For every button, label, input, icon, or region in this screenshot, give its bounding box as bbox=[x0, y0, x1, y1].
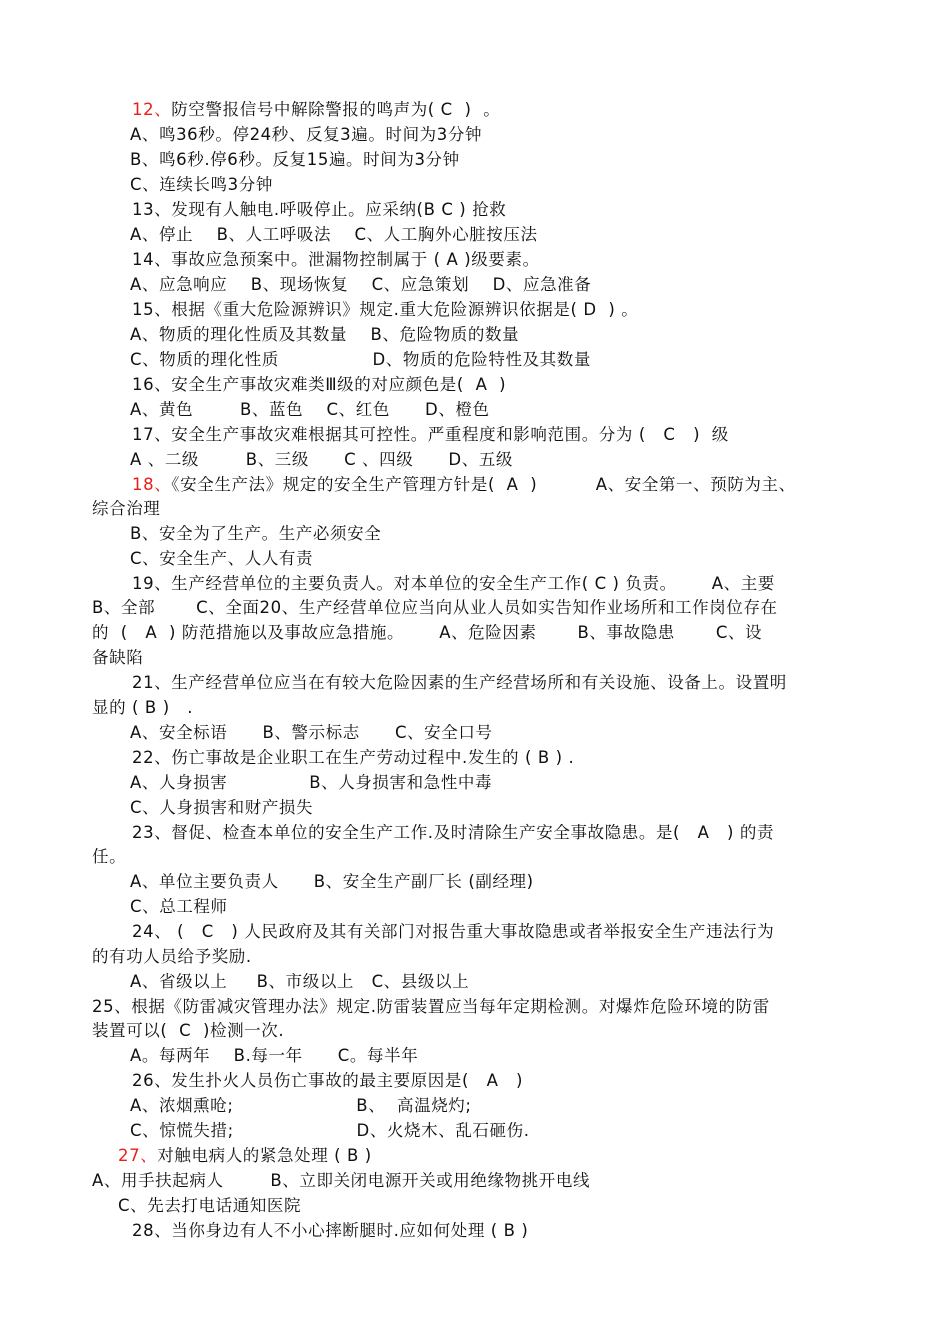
text-line bbox=[0, 845, 950, 869]
line-text: 17、安全生产事故灾难根据其可控性。严重程度和影响范围。分为 ( C ) 级 bbox=[132, 425, 729, 444]
text-line bbox=[0, 173, 950, 197]
line-text: A、安全标语 B、警示标志 C、安全口号 bbox=[130, 723, 493, 742]
line-text: 备缺陷 bbox=[92, 648, 144, 667]
line-text: 13、发现有人触电.呼吸停止。应采纳(B C ) 抢救 bbox=[132, 200, 507, 219]
text-line bbox=[0, 596, 950, 620]
text-line bbox=[0, 123, 950, 147]
line-text: C、惊慌失措; D、火烧木、乱石砸伤. bbox=[130, 1121, 530, 1140]
line-text: 任。 bbox=[92, 847, 127, 866]
text-line bbox=[0, 148, 950, 172]
text-line bbox=[0, 423, 950, 447]
text-line bbox=[0, 248, 950, 272]
text-line bbox=[0, 1144, 950, 1168]
text-line bbox=[0, 1094, 950, 1118]
line-text: A、物质的理化性质及其数量 B、危险物质的数量 bbox=[130, 325, 520, 344]
text-line bbox=[0, 1219, 950, 1243]
line-text: 对触电病人的紧急处理 ( B ) bbox=[157, 1146, 372, 1165]
text-line bbox=[0, 646, 950, 670]
text-line bbox=[0, 547, 950, 571]
text-line bbox=[0, 473, 950, 497]
text-line bbox=[0, 746, 950, 770]
text-line bbox=[0, 796, 950, 820]
text-line bbox=[0, 198, 950, 222]
line-text: A、人身损害 B、人身损害和急性中毒 bbox=[130, 773, 493, 792]
line-text: 《安全生产法》规定的安全生产管理方针是( A ) A、安全第一、预防为主、 bbox=[171, 475, 796, 494]
text-line bbox=[0, 273, 950, 297]
line-text: C、物质的理化性质 D、物质的危险特性及其数量 bbox=[130, 350, 591, 369]
question-number: 18、 bbox=[132, 475, 172, 494]
line-text: 26、发生扑火人员伤亡事故的最主要原因是( A ) bbox=[132, 1071, 524, 1090]
line-text: B、全部 C、全面20、生产经营单位应当向从业人员如实告知作业场所和工作岗位存在 bbox=[92, 598, 778, 617]
line-text: A、用手扶起病人 B、立即关闭电源开关或用绝缘物挑开电线 bbox=[92, 1171, 591, 1190]
line-text: 28、当你身边有人不小心摔断腿时.应如何处理 ( B ) bbox=[132, 1221, 529, 1240]
line-text: 21、生产经营单位应当在有较大危险因素的生产经营场所和有关设施、设备上。设置明 bbox=[132, 673, 787, 692]
line-text: 防空警报信号中解除警报的鸣声为( C ) 。 bbox=[171, 100, 501, 119]
text-line bbox=[0, 223, 950, 247]
text-line bbox=[0, 696, 950, 720]
line-text: 的 ( A ) 防范措施以及事故应急措施。 A、危险因素 B、事故隐患 C、设 bbox=[92, 623, 763, 642]
line-text: C、连续长鸣3分钟 bbox=[130, 175, 273, 194]
text-line bbox=[0, 1069, 950, 1093]
line-text: 25、根据《防雷减灾管理办法》规定.防雷装置应当每年定期检测。对爆炸危险环境的防雷 bbox=[92, 997, 770, 1016]
line-text: A 、二级 B、三级 C 、四级 D、五级 bbox=[130, 450, 514, 469]
line-text: A、黄色 B、蓝色 C、红色 D、橙色 bbox=[130, 400, 490, 419]
text-line bbox=[0, 298, 950, 322]
text-line bbox=[0, 448, 950, 472]
line-text: 装置可以( C )检测一次. bbox=[92, 1021, 285, 1040]
line-text: 的有功人员给予奖励. bbox=[92, 947, 252, 966]
line-text: A、单位主要负责人 B、安全生产副厂长 (副经理) bbox=[130, 872, 534, 891]
text-line bbox=[0, 398, 950, 422]
text-line bbox=[0, 1169, 950, 1193]
line-text: 16、安全生产事故灾难类Ⅲ级的对应颜色是( A ) bbox=[132, 375, 507, 394]
line-text: 22、伤亡事故是企业职工在生产劳动过程中.发生的 ( B ) . bbox=[132, 748, 575, 767]
line-text: C、人身损害和财产损失 bbox=[130, 798, 314, 817]
text-line bbox=[0, 870, 950, 894]
line-text: C、安全生产、人人有责 bbox=[130, 549, 314, 568]
text-line bbox=[0, 1194, 950, 1218]
question-number: 12、 bbox=[132, 100, 172, 119]
text-line bbox=[0, 572, 950, 596]
line-text: 23、督促、检查本单位的安全生产工作.及时清除生产安全事故隐患。是( A ) 的责 bbox=[132, 823, 775, 842]
line-text: 19、生产经营单位的主要负责人。对本单位的安全生产工作( C ) 负责。 A、主要 bbox=[132, 574, 775, 593]
text-line bbox=[0, 323, 950, 347]
text-line bbox=[0, 373, 950, 397]
text-line bbox=[0, 970, 950, 994]
line-text: C、总工程师 bbox=[130, 897, 228, 916]
text-line bbox=[0, 895, 950, 919]
text-line bbox=[0, 348, 950, 372]
line-text: A、鸣36秒。停24秒、反复3遍。时间为3分钟 bbox=[130, 125, 483, 144]
text-line bbox=[0, 920, 950, 944]
line-text: 24、 ( C ) 人民政府及其有关部门对报告重大事故隐患或者举报安全生产违法行为 bbox=[132, 922, 775, 941]
text-line bbox=[0, 995, 950, 1019]
text-line bbox=[0, 945, 950, 969]
line-text: 14、事故应急预案中。泄漏物控制属于 ( A )级要素。 bbox=[132, 250, 540, 269]
line-text: A、停止 B、人工呼吸法 C、人工胸外心脏按压法 bbox=[130, 225, 538, 244]
line-text: B、鸣6秒.停6秒。反复15遍。时间为3分钟 bbox=[130, 150, 460, 169]
line-text: C、先去打电话通知医院 bbox=[118, 1196, 302, 1215]
text-line bbox=[0, 1044, 950, 1068]
line-text: A。每两年 B.每一年 C。每半年 bbox=[130, 1046, 419, 1065]
text-line bbox=[0, 771, 950, 795]
text-line bbox=[0, 671, 950, 695]
text-line bbox=[0, 821, 950, 845]
line-text: B、安全为了生产。生产必须安全 bbox=[130, 524, 382, 543]
text-line bbox=[0, 621, 950, 645]
line-text: A、浓烟熏呛; B、 高温烧灼; bbox=[130, 1096, 472, 1115]
text-line bbox=[0, 497, 950, 521]
text-line bbox=[0, 721, 950, 745]
line-text: 15、根据《重大危险源辨识》规定.重大危险源辨识依据是( D ) 。 bbox=[132, 300, 639, 319]
line-text: 显的 ( B ) . bbox=[92, 698, 194, 717]
line-text: 综合治理 bbox=[92, 499, 161, 518]
line-text: A、省级以上 B、市级以上 C、县级以上 bbox=[130, 972, 470, 991]
text-line bbox=[0, 522, 950, 546]
line-text: A、应急响应 B、现场恢复 C、应急策划 D、应急准备 bbox=[130, 275, 592, 294]
text-line bbox=[0, 1019, 950, 1043]
text-line bbox=[0, 98, 950, 122]
text-line bbox=[0, 1119, 950, 1143]
question-number: 27、 bbox=[118, 1146, 158, 1165]
